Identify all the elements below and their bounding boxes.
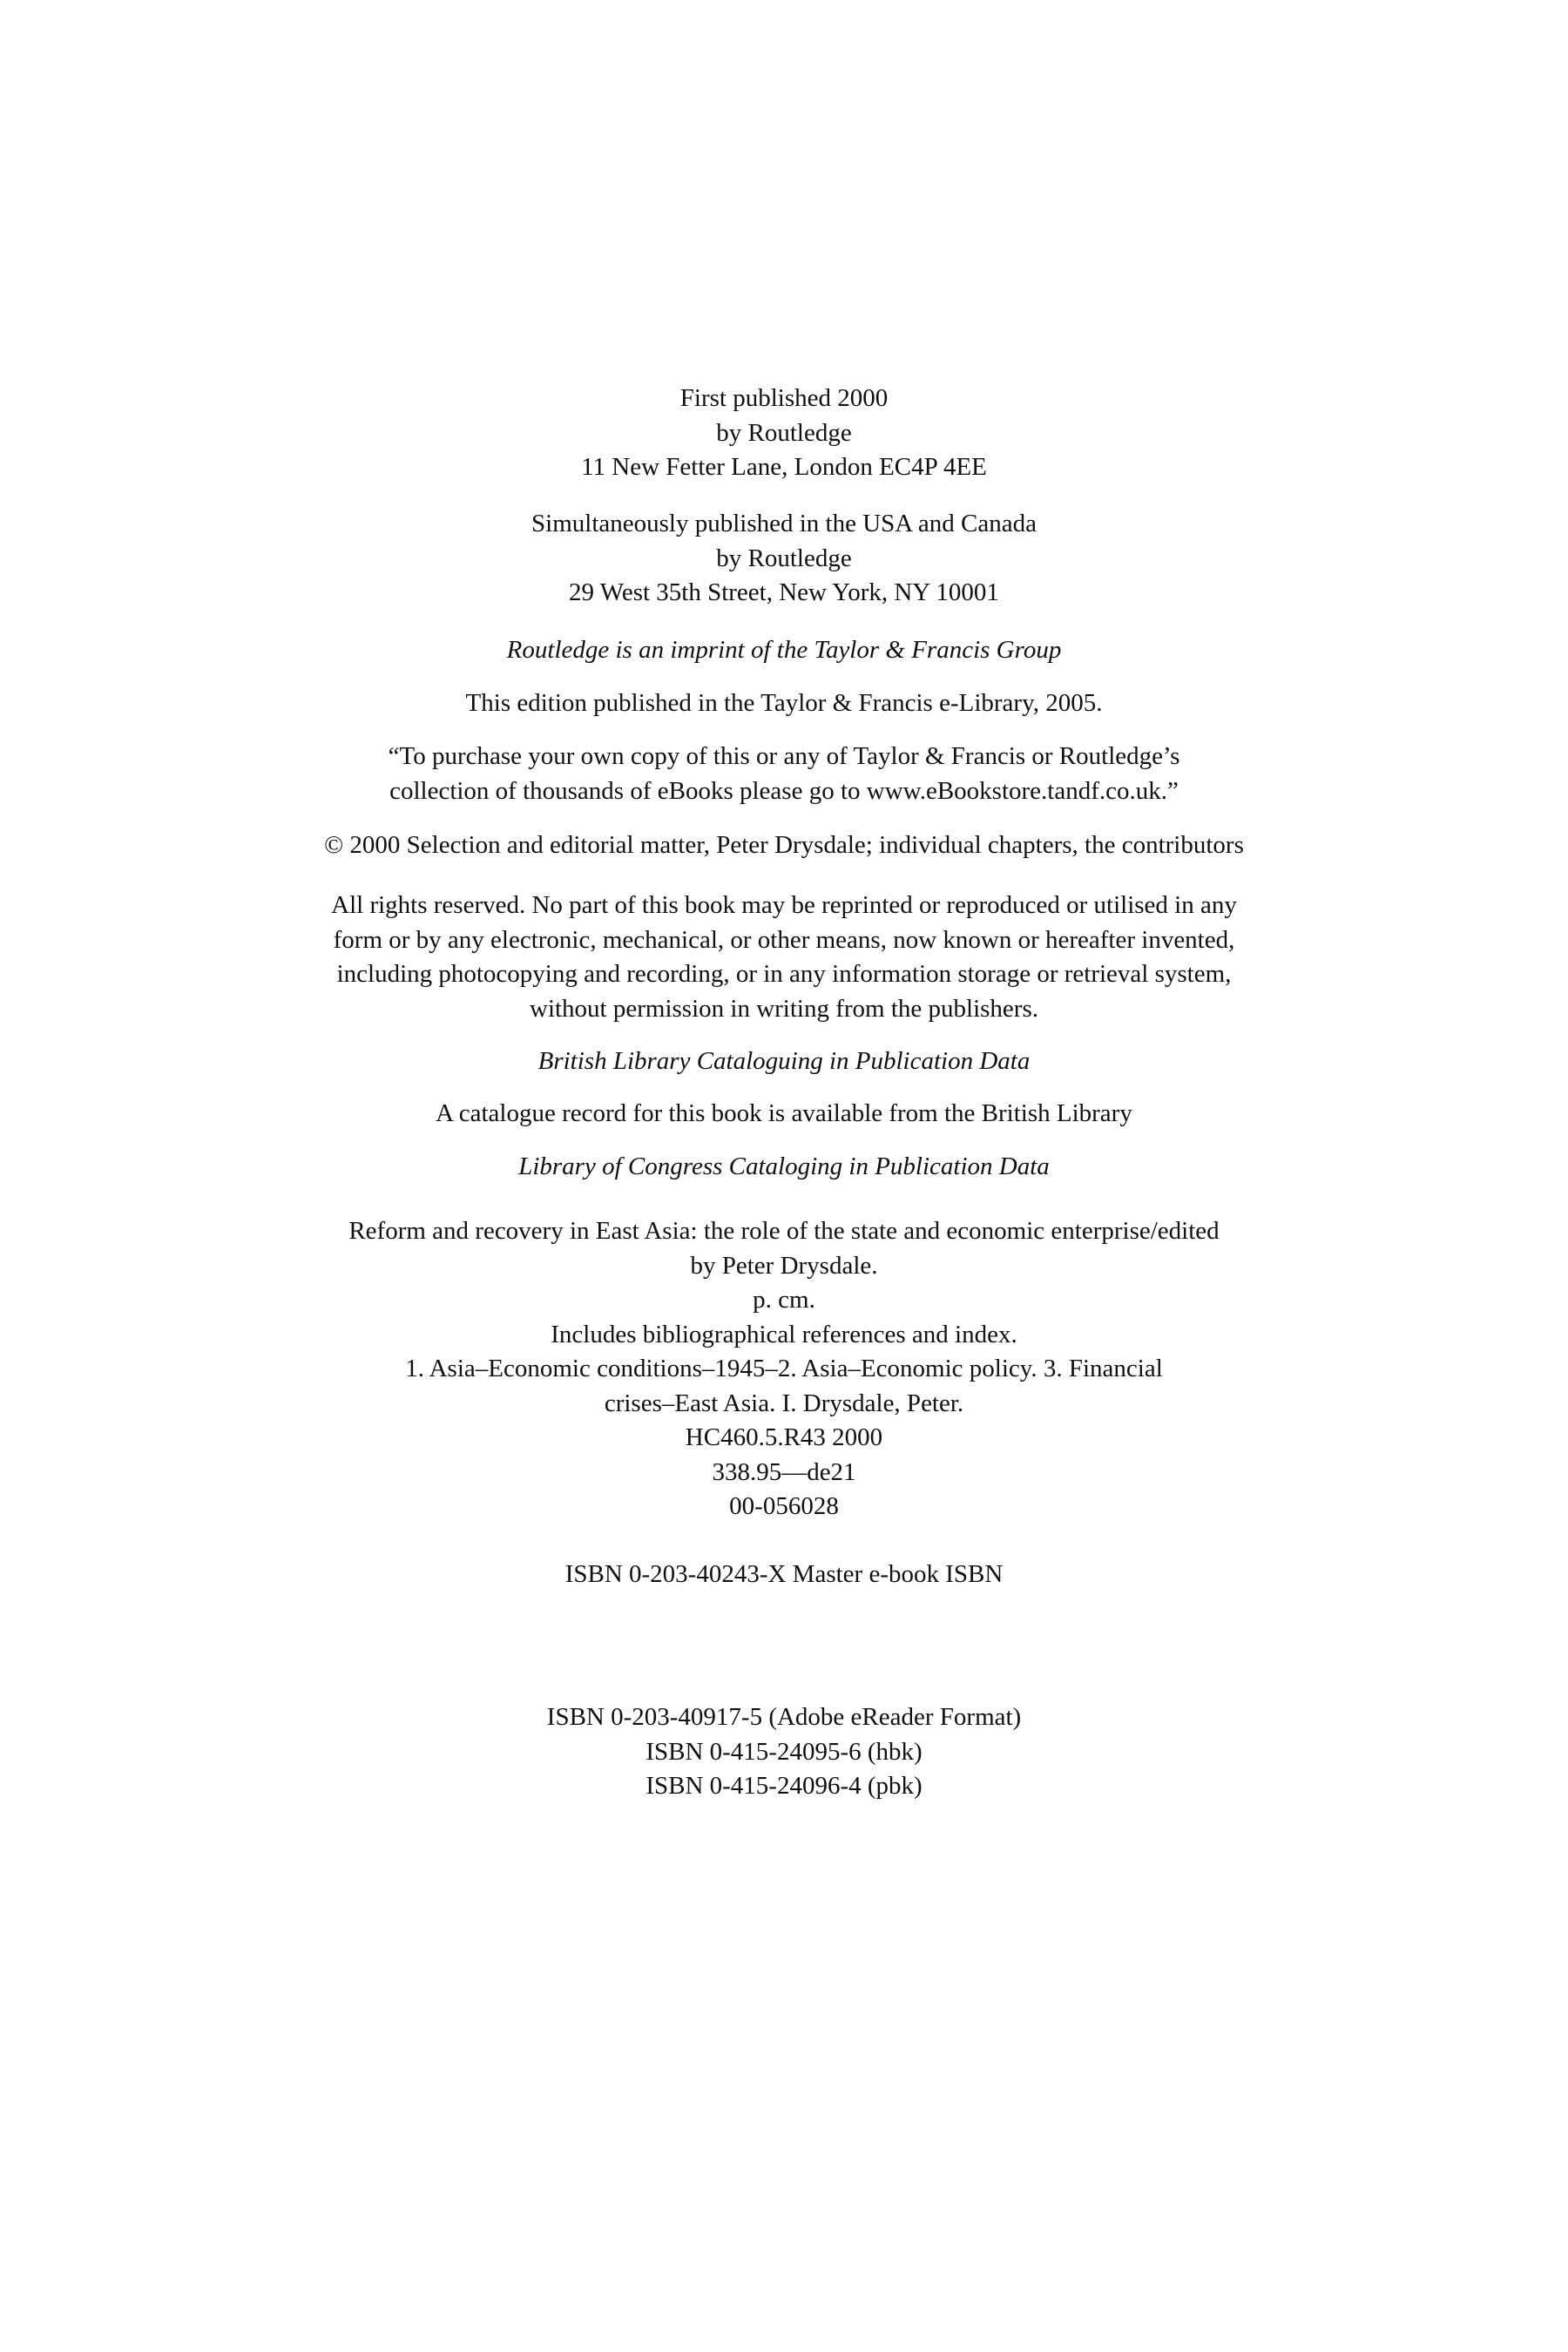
isbn-hardback: ISBN 0-415-24095-6 (hbk) [645, 1737, 923, 1766]
rights-line-2: form or by any electronic, mechanical, or other means, now known or hereafter invented, [333, 925, 1235, 954]
purchase-line-2: collection of thousands of eBooks please go to www.eBookstore.tandf.co.uk.” [389, 776, 1179, 805]
purchase-line-1: “To purchase your own copy of this or any of Taylor & Francis or Routledge’s [388, 742, 1180, 770]
british-library-heading [209, 1044, 1359, 1079]
isbn-master [209, 1558, 1359, 1592]
loc-line-title-2: by Peter Drysdale. [690, 1251, 878, 1280]
rights-line-3: including photocopying and recording, or in any information storage or retrieval system, [336, 960, 1232, 988]
loc-line-subjects-2: crises–East Asia. I. Drysdale, Peter. [604, 1389, 964, 1417]
imprint-line: Routledge is an imprint of the Taylor & Francis Group [506, 636, 1062, 664]
rights-line-1: All rights reserved. No part of this book may be reprinted or reproduced or utilised in any [331, 891, 1237, 919]
us-publisher-line: by Routledge [716, 544, 852, 572]
publisher-address: 11 New Fetter Lane, London EC4P 4EE [581, 453, 987, 481]
loc-line-subjects-1: 1. Asia–Economic conditions–1945–2. Asia–Economic policy. 3. Financial [405, 1355, 1163, 1382]
imprint-statement [209, 633, 1359, 668]
british-library-record [209, 1097, 1359, 1132]
library-of-congress-record [209, 1214, 1359, 1524]
us-publication-info [209, 507, 1359, 611]
isbn-paperback: ISBN 0-415-24096-4 (pbk) [645, 1772, 923, 1800]
us-publication-line: Simultaneously published in the USA and Canada [531, 510, 1037, 537]
loc-line-dewey: 338.95—de21 [712, 1457, 856, 1486]
library-of-congress-heading-text: Library of Congress Cataloging in Publication Data [518, 1152, 1050, 1180]
edition-statement [209, 686, 1359, 721]
copyright-notice [209, 828, 1359, 863]
loc-line-control-number: 00-056028 [729, 1492, 839, 1520]
publisher-line: by Routledge [716, 418, 852, 447]
british-library-record-text: A catalogue record for this book is available from the British Library [436, 1099, 1132, 1127]
purchase-notice [209, 740, 1359, 808]
rights-statement [209, 889, 1359, 1026]
loc-line-title-1: Reform and recovery in East Asia: the role of the state and economic enterprise/edited [348, 1217, 1220, 1245]
copyright-line: © 2000 Selection and editorial matter, Peter Drysdale; individual chapters, the contributors [324, 831, 1244, 859]
loc-line-references: Includes bibliographical references and index. [551, 1320, 1017, 1348]
british-library-heading-text: British Library Cataloguing in Publication Data [537, 1047, 1031, 1075]
us-publisher-address: 29 West 35th Street, New York, NY 10001 [569, 578, 999, 606]
first-published-line: First published 2000 [679, 384, 889, 412]
isbn-master-line: ISBN 0-203-40243-X Master e-book ISBN [564, 1560, 1004, 1588]
edition-line: This edition published in the Taylor & Francis e-Library, 2005. [465, 689, 1103, 717]
loc-line-call-number: HC460.5.R43 2000 [685, 1423, 883, 1451]
publication-info [209, 382, 1359, 485]
isbn-list [209, 1700, 1359, 1804]
loc-line-pcm: p. cm. [753, 1286, 815, 1314]
isbn-ereader: ISBN 0-203-40917-5 (Adobe eReader Format) [546, 1703, 1022, 1731]
library-of-congress-heading [209, 1150, 1359, 1185]
rights-line-4: without permission in writing from the publishers. [530, 994, 1038, 1023]
